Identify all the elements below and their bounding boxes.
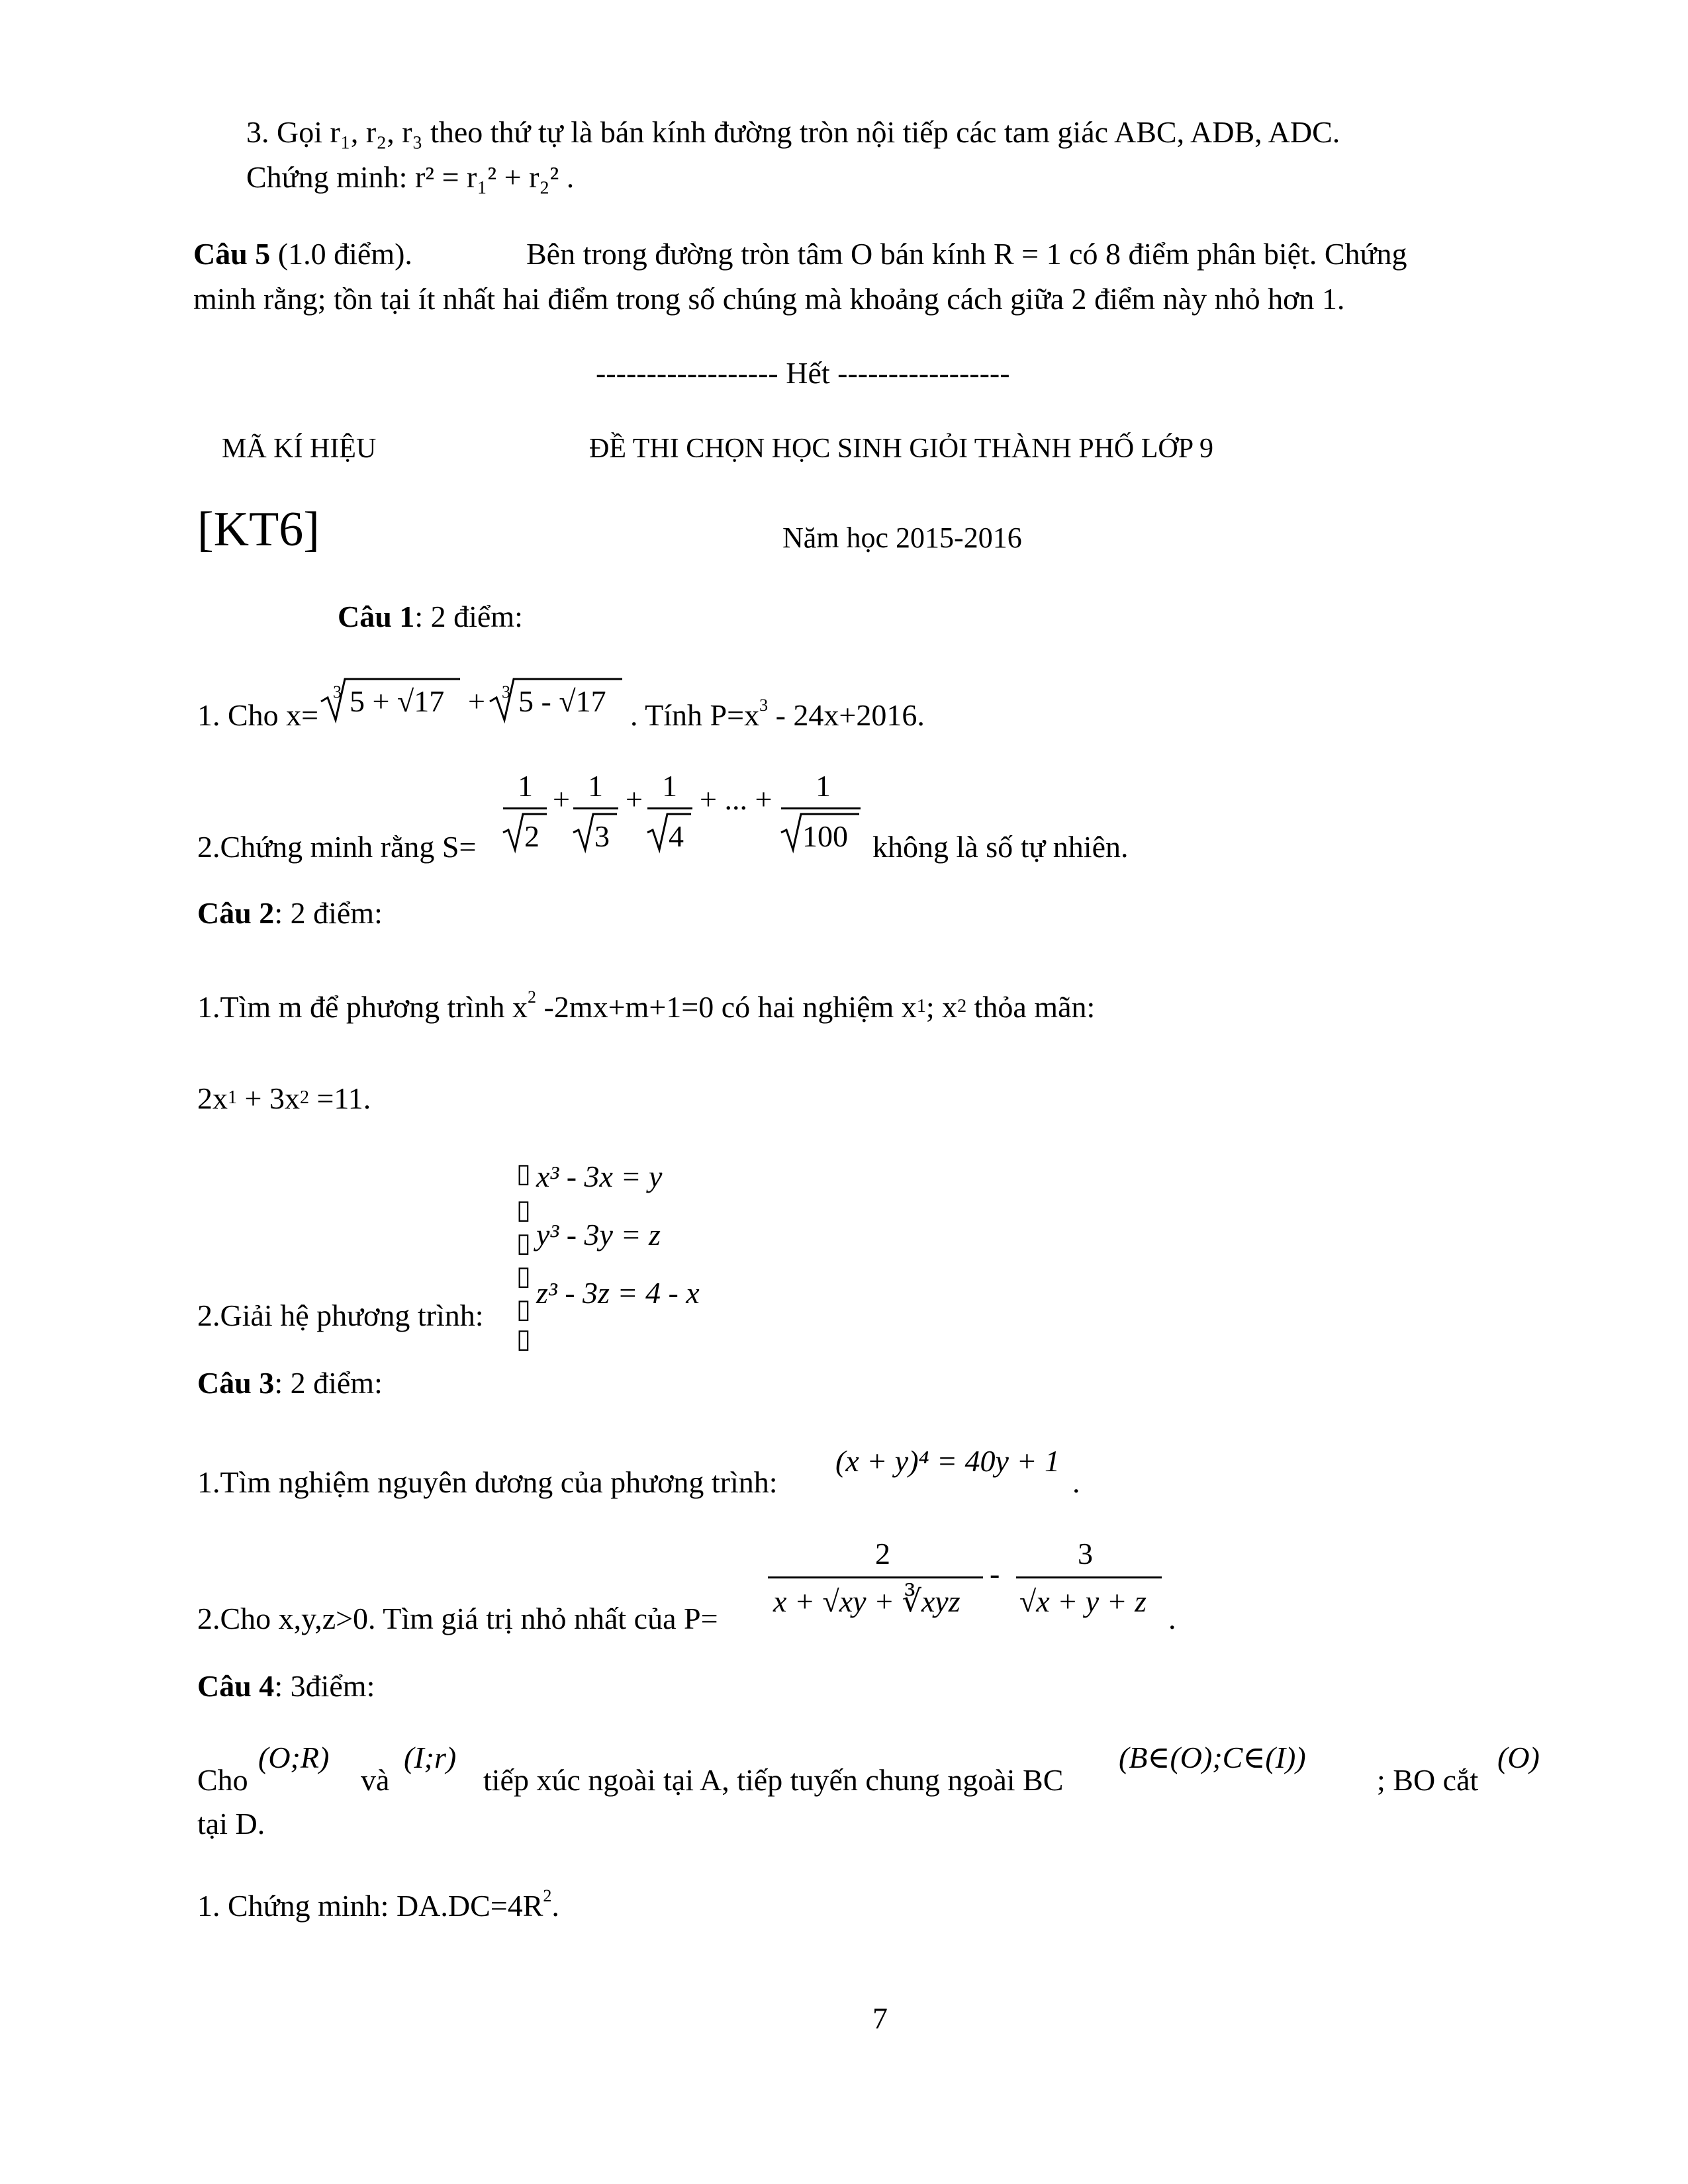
cau3-heading [197, 1365, 383, 1402]
p-bar1 [768, 1576, 983, 1578]
p-def: . Tính P=x [630, 698, 760, 732]
cau3-q1-eq: (x + y)⁴ = 40y + 1 [835, 1444, 1060, 1478]
circle-o-r: (O;R) [258, 1741, 330, 1774]
cau1-q2-prefix: 2.Chứng minh rằng S= [197, 830, 477, 864]
cau5-text-line1: Bên trong đường tròn tâm O bán kính R = 1 có 8 điểm phân biệt. Chứng [526, 237, 1407, 271]
plus-2: + [626, 782, 643, 816]
cau2-q1-tail: thỏa mãn: [966, 990, 1096, 1024]
p-num1: 2 [875, 1537, 890, 1570]
p-den2: √x + y + z [1019, 1584, 1147, 1618]
cond-sub1: 1 [228, 1087, 237, 1108]
cau2-q1-sub2: 2 [957, 996, 967, 1017]
frac3-num: 1 [662, 769, 677, 803]
cau5-points: (1.0 điểm). [270, 237, 412, 271]
cau1-label: Câu 1 [338, 600, 415, 633]
cau2-q1-a: 1.Tìm m để phương trình x [197, 990, 528, 1024]
cau1-q1-suffix [630, 697, 925, 739]
cau3-label: Câu 3 [197, 1366, 275, 1400]
cau2-q1 [197, 989, 1095, 1030]
cau3-q1-prefix: 1.Tìm nghiệm nguyên dương của phương trình: [197, 1465, 778, 1499]
cond-c: =11. [308, 1081, 371, 1115]
cau2-q1-exp: 2 [528, 987, 536, 1007]
brace-box-1: ▯ [516, 1158, 532, 1188]
plus-sign: + [468, 684, 485, 718]
page-number: 7 [872, 2001, 888, 2035]
frac4-bar [781, 807, 861, 809]
frac1-num: 1 [518, 769, 533, 803]
circle-o-2: (O) [1497, 1741, 1540, 1774]
plus-1: + [553, 782, 570, 816]
cau4-cho: Cho [197, 1763, 248, 1797]
p-bar2 [1016, 1576, 1162, 1578]
frac2-den: 3 [594, 819, 610, 853]
cau3-q1-dot: . [1072, 1465, 1080, 1499]
cau4-and: và [361, 1763, 390, 1797]
cube-root-index-2: 3 [502, 682, 510, 702]
cond-b: + 3x [237, 1081, 300, 1115]
cau4-line1-c: ; BO cắt [1377, 1763, 1479, 1797]
p-exp: 3 [759, 696, 769, 715]
cond-sub2: 2 [299, 1087, 309, 1108]
cau2-q1-sep: ; x [925, 990, 958, 1024]
cau4-q1-end: . [551, 1889, 559, 1923]
circle-i-r: (I;r) [404, 1741, 457, 1774]
frac1-den: 2 [524, 819, 539, 853]
cau2-q1-rest: -2mx+m+1=0 có hai nghiệm x [536, 990, 917, 1024]
cau4-label: Câu 4 [197, 1669, 275, 1703]
cau2-q1-condition [197, 1080, 371, 1122]
cau3-q2-dot: . [1168, 1602, 1176, 1635]
item3-line2: Chứng minh: r² = r₁² + r₂² . [246, 160, 575, 194]
cau5-text-line2: minh rằng; tồn tại ít nhất hai điểm trong số chúng mà khoảng cách giữa 2 điểm này nhỏ hơn 1. [193, 282, 1345, 316]
cau4-heading [197, 1668, 375, 1705]
cau2-points: : 2 điểm: [274, 896, 383, 930]
cau4-q1-text: 1. Chứng minh: DA.DC=4R [197, 1889, 543, 1923]
end-marker: ------------------ Hết ----------------- [596, 356, 1010, 390]
brace-box-2: ▯ [516, 1195, 532, 1224]
cau4-points: : 3điểm: [274, 1669, 375, 1703]
cau4-q1-exp: 2 [543, 1886, 552, 1905]
brace-box-4: ▯ [516, 1261, 532, 1291]
frac3-den: 4 [669, 819, 684, 853]
item3-line1: 3. Gọi r₁, r₂, r₃ theo thứ tự là bán kính đường tròn nội tiếp các tam giác ABC, ADB, ADC. [246, 115, 1340, 149]
frac3-bar [647, 807, 692, 809]
cau4-line2: tại D. [197, 1807, 265, 1841]
cau4-q1 [197, 1888, 559, 1929]
cau5-heading [193, 236, 412, 273]
system-eq-3: z³ - 3z = 4 - x [536, 1276, 700, 1310]
p-tail: - 24x+2016. [768, 698, 925, 732]
frac4-den: 100 [802, 819, 848, 853]
frac4-num: 1 [816, 769, 831, 803]
brace-box-3: ▯ [516, 1228, 532, 1257]
cau1-q2-suffix: không là số tự nhiên. [872, 830, 1129, 864]
frac2-bar [573, 807, 618, 809]
frac2-num: 1 [588, 769, 603, 803]
radicand-1: 5 + √17 [350, 684, 445, 718]
cau4-line1-b: tiếp xúc ngoài tại A, tiếp tuyến chung ngoài BC [483, 1763, 1064, 1797]
system-eq-1: x³ - 3x = y [536, 1160, 663, 1193]
cau5-label: Câu 5 [193, 237, 271, 271]
cau4-condition: (B∈(O);C∈(I)) [1119, 1741, 1306, 1774]
cau1-points: : 2 điểm: [414, 600, 523, 633]
dots: + ... + [700, 782, 773, 816]
brace-box-6: ▯ [516, 1324, 532, 1353]
frac1-bar [503, 807, 547, 809]
school-year: Năm học 2015-2016 [782, 522, 1022, 554]
p-den1: x + √xy + ∛xyz [773, 1584, 961, 1618]
brace-box-5: ▯ [516, 1294, 532, 1324]
cau2-q2-prefix: 2.Giải hệ phương trình: [197, 1298, 484, 1332]
p-num2: 3 [1078, 1537, 1093, 1570]
exam-code: [KT6] [197, 502, 320, 557]
cau1-q1-prefix: 1. Cho x= [197, 698, 319, 732]
cube-root-index-1: 3 [333, 682, 342, 702]
cau2-heading [197, 895, 383, 932]
system-eq-2: y³ - 3y = z [536, 1218, 661, 1251]
cond-a: 2x [197, 1081, 228, 1115]
cau3-q2-prefix: 2.Cho x,y,z>0. Tìm giá trị nhỏ nhất của P= [197, 1602, 718, 1635]
code-label: MÃ KÍ HIỆU [222, 433, 377, 464]
cau2-label: Câu 2 [197, 896, 275, 930]
cau3-points: : 2 điểm: [274, 1366, 383, 1400]
cau2-q1-sub1: 1 [916, 996, 926, 1017]
p-minus: - [990, 1557, 1000, 1590]
cau1-heading [338, 598, 523, 635]
radicand-2: 5 - √17 [518, 684, 606, 718]
exam-title: ĐỀ THI CHỌN HỌC SINH GIỎI THÀNH PHỐ LỚP 9 [589, 433, 1214, 464]
